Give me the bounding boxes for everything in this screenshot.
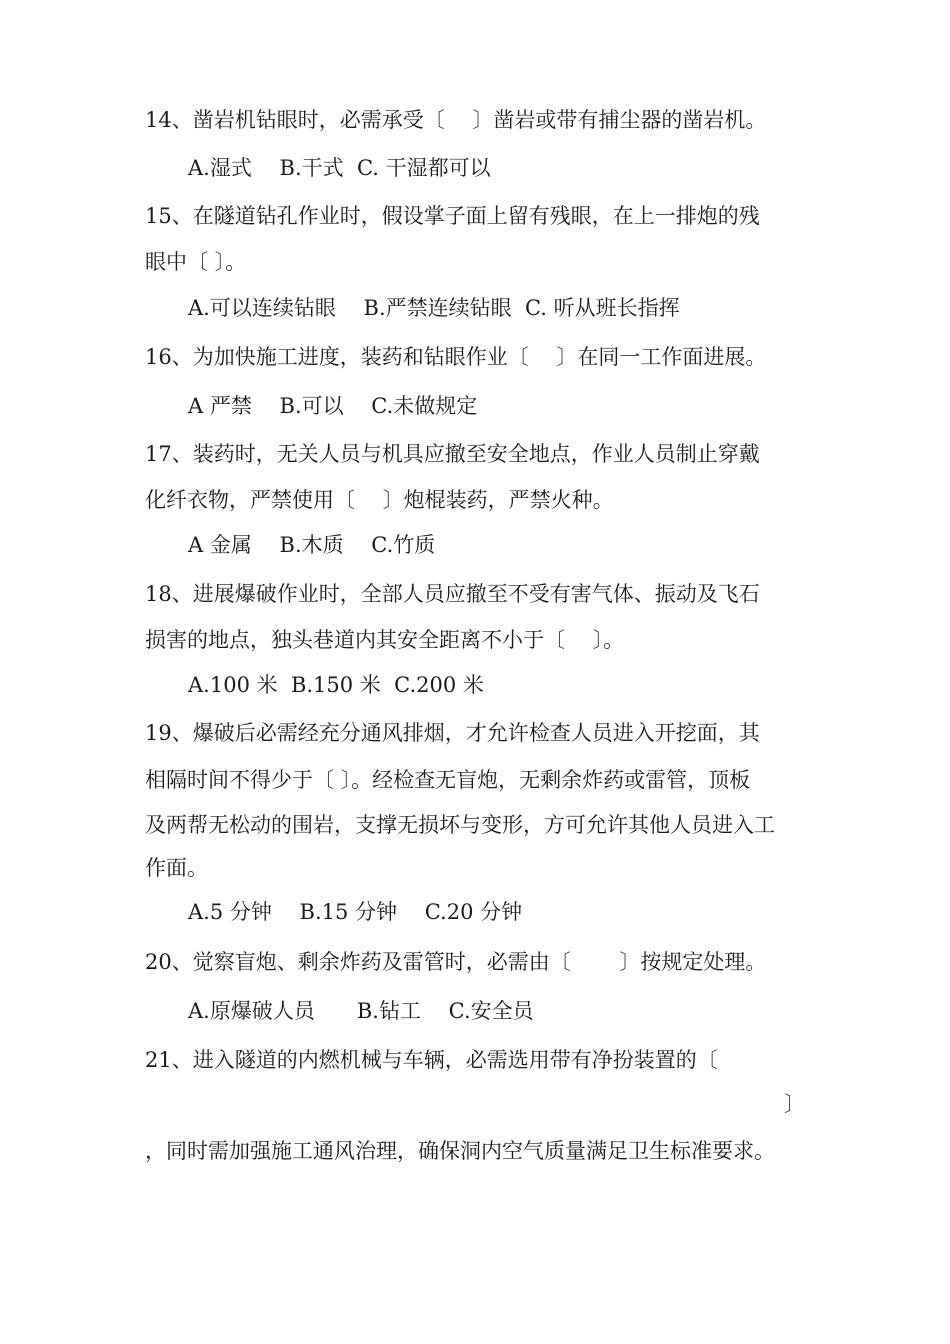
question-17-options: A 金属 B.木质 C.竹质 (188, 533, 436, 557)
question-18-line-1: 18、进展爆破作业时，全部人员应撤至不受有害气体、振动及飞石 (145, 582, 760, 606)
question-18-options: A.100 米 B.150 米 C.200 米 (188, 673, 484, 697)
question-20-options: A.原爆破人员 B.钻工 C.安全员 (188, 999, 534, 1023)
question-18-line-2: 损害的地点，独头巷道内其安全距离不小于〔 〕。 (145, 628, 625, 652)
question-16-options: A 严禁 B.可以 C.未做规定 (188, 394, 478, 418)
question-19-line-4: 作面。 (145, 856, 208, 880)
question-17-line-1: 17、装药时，无关人员与机具应撤至安全地点，作业人员制止穿戴 (145, 442, 760, 466)
question-17-line-2: 化纤衣物，严禁使用〔 〕炮棍装药，严禁火种。 (145, 488, 614, 512)
question-19-line-3: 及两帮无松动的围岩，支撑无损坏与变形，方可允许其他人员进入工 (145, 813, 775, 837)
question-19-line-1: 19、爆破后必需经充分通风排烟，才允许检查人员进入开挖面，其 (145, 721, 760, 745)
question-15-line-1: 15、在隧道钻孔作业时，假设掌子面上留有残眼，在上一排炮的残 (145, 204, 760, 228)
question-21-closing-bracket: 〕 (784, 1092, 805, 1116)
question-21-line-3: ，同时需加强施工通风治理，确保洞内空气质量满足卫生标准要求。 (145, 1139, 775, 1163)
question-19-line-2: 相隔时间不得少于〔 〕。经检查无盲炮，无剩余炸药或雷管，顶板 (145, 768, 751, 792)
question-14-line-1: 14、凿岩机钻眼时，必需承受〔 〕凿岩或带有捕尘器的凿岩机。 (145, 108, 767, 132)
question-14-options: A.湿式 B.干式 C. 干湿都可以 (188, 156, 491, 180)
question-19-options: A.5 分钟 B.15 分钟 C.20 分钟 (188, 900, 523, 924)
question-20-line-1: 20、觉察盲炮、剩余炸药及雷管时，必需由〔 〕按规定处理。 (145, 950, 767, 974)
question-15-line-2: 眼中〔 〕。 (145, 250, 247, 274)
question-16-line-1: 16、为加快施工进度，装药和钻眼作业〔 〕在同一工作面进展。 (145, 345, 767, 369)
question-15-options: A.可以连续钻眼 B.严禁连续钻眼 C. 听从班长指挥 (188, 296, 680, 320)
question-21-line-1: 21、进入隧道的内燃机械与车辆，必需选用带有净扮装置的〔 (145, 1048, 718, 1072)
